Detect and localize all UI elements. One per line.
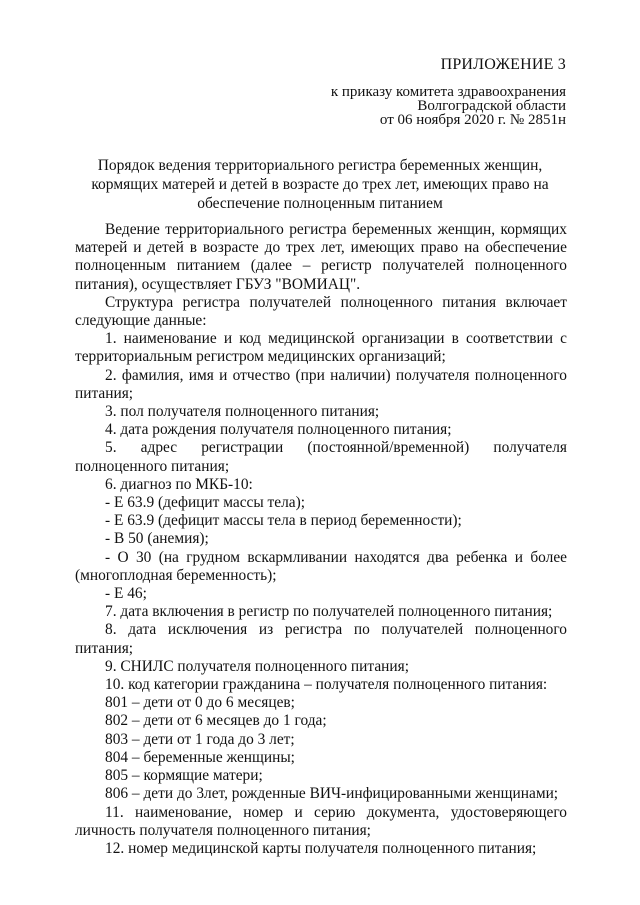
list-item: 9. СНИЛС получателя полноценного питания; [105, 657, 409, 675]
list-item: 7. дата включения в регистр по получателей полноценного питания; [105, 603, 553, 621]
list-item: 2. фамилия, имя и отчество (при наличии) получателя полноценного питания; [75, 366, 567, 402]
appendix-title: ПРИЛОЖЕНИЕ 3 [440, 56, 566, 73]
list-item: 6. диагноз по МКБ-10: [105, 475, 253, 493]
category-code-item: 805 – кормящие матери; [105, 767, 263, 785]
list-item: 3. пол получателя полноценного питания; [105, 403, 380, 421]
diagnosis-item: - Е 63.9 (дефицит массы тела в период беременности); [105, 512, 462, 530]
document-title-line-1: Порядок ведения территориального регистра беременных женщин, [97, 157, 543, 174]
list-item: 8. дата исключения из регистра по получателей полноценного питания; [75, 621, 567, 657]
diagnosis-item: - О 30 (на грудном вскармливании находятся два ребенка и более (многоплодная беременность); [75, 548, 567, 584]
document-title-line-3: обеспечение полноценным питанием [197, 195, 443, 212]
diagnosis-item: - Е 46; [105, 585, 147, 603]
list-item: 1. наименование и код медицинской организации в соответствии с территориальным регистром медицинских организаций; [75, 330, 567, 366]
diagnosis-item: - Е 63.9 (дефицит массы тела); [105, 494, 306, 512]
list-item: 12. номер медицинской карты получателя полноценного питания; [105, 839, 537, 857]
order-reference-line-3: от 06 ноября 2020 г. № 2851н [379, 112, 566, 128]
structure-paragraph: Структура регистра получателей полноценного питания включает следующие данные: [75, 293, 567, 330]
category-code-item: 803 – дети от 1 года до 3 лет; [105, 730, 295, 748]
document-title-line-2: кормящих матерей и детей в возрасте до трех лет, имеющих право на [91, 176, 549, 193]
category-code-item: 804 – беременные женщины; [105, 748, 295, 766]
document-body [75, 221, 567, 858]
list-item: 10. код категории гражданина – получателя полноценного питания: [105, 676, 548, 694]
list-item: 11. наименование, номер и серию документа, удостоверяющего личность получателя полноценного питания; [75, 803, 567, 839]
list-item: 4. дата рождения получателя полноценного питания; [105, 421, 452, 439]
order-reference-line-1: к приказу комитета здравоохранения [330, 84, 566, 100]
diagnosis-item: - В 50 (анемия); [105, 530, 209, 548]
category-code-item: 806 – дети до 3лет, рожденные ВИЧ-инфицированными женщинами; [105, 785, 559, 803]
intro-paragraph: Ведение территориального регистра беременных женщин, кормящих матерей и детей в возрасте до трех лет, имеющих право на обеспечение полноценным питанием (далее – регистр получателей полноценного питания), осуществляет ГБУЗ "ВОМИАЦ". [75, 221, 567, 293]
appendix-header [331, 58, 566, 127]
order-reference-line-2: Волгоградской области [417, 98, 566, 114]
category-code-item: 801 – дети от 0 до 6 месяцев; [105, 694, 295, 712]
document-title [60, 156, 580, 213]
list-item: 5. адрес регистрации (постоянной/временной) получателя полноценного питания; [75, 439, 567, 475]
category-code-item: 802 – дети от 6 месяцев до 1 года; [105, 712, 327, 730]
